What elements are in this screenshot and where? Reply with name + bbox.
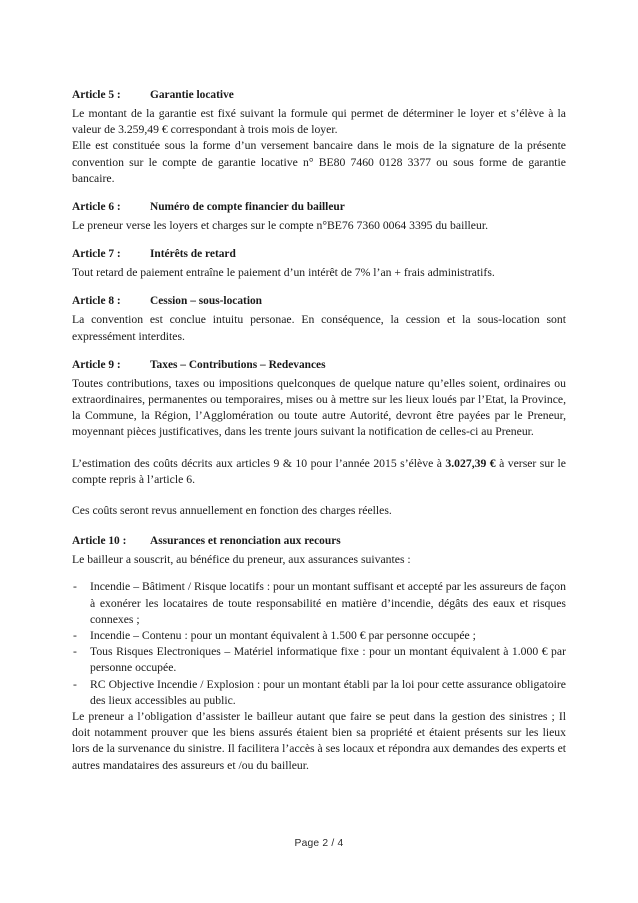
estimation-paragraph <box>72 456 566 488</box>
closing-paragraph-block <box>72 709 566 774</box>
heading-article-6 <box>72 200 566 215</box>
article-title: Taxes – Contributions – Redevances <box>150 358 326 371</box>
dash-marker: - <box>73 677 77 691</box>
heading-article-9 <box>72 358 566 373</box>
heading-article-5 <box>72 88 566 103</box>
list-item <box>72 644 566 676</box>
list-item-text: Tous Risques Electroniques – Matériel informatique fixe : pour un montant équivalent à 1.000 € par personne occupée. <box>90 645 566 675</box>
article-title: Numéro de compte financier du bailleur <box>150 201 345 214</box>
paragraph: Le bailleur a souscrit, au bénéfice du preneur, aux assurances suivantes : <box>72 553 411 567</box>
estimation-prefix: L’estimation des coûts décrits aux articles 9 & 10 pour l’année 2015 s’élève à <box>72 456 446 470</box>
list-item-text: RC Objective Incendie / Explosion : pour un montant établi par la loi pour cette assurance obligatoire des lieux accessibles au public. <box>90 677 566 707</box>
article-title: Cession – sous-location <box>150 295 263 308</box>
list-item-text: Incendie – Bâtiment / Risque locatifs : pour un montant suffisant et accepté par les assureurs de façon à exonérer les locataires de toute responsabilité en matière d’incendie, dégâts des eaux et risques connexes ; <box>90 580 566 626</box>
paragraph: La convention est conclue intuitu personae. En conséquence, la cession et la sous-location sont expressément interdites. <box>72 313 566 343</box>
paragraph: Elle est constituée sous la forme d’un versement bancaire dans le mois de la signature de la présente convention sur le compte de garantie locative n° BE80 7460 0128 3377 ou sous forme de garantie bancaire. <box>72 139 566 185</box>
list-item <box>72 628 566 644</box>
insurance-list <box>72 579 566 709</box>
dash-marker: - <box>73 645 77 659</box>
list-item <box>72 579 566 628</box>
article-number: Article 7 : <box>72 248 121 261</box>
article-title: Garantie locative <box>150 89 234 101</box>
section-article-8 <box>72 294 566 344</box>
estimation-suffix: à verser sur le compte repris à l’article 6. <box>72 456 566 486</box>
article-number: Article 8 : <box>72 295 121 308</box>
paragraph: Toutes contributions, taxes ou impositions quelconques de quelque nature qu’elles soient, ordinaires ou extraordinaires, permanentes ou temporaires, mises ou à mettre sur les lieux loués par l’Etat, la Province, la Commune, la Région, l’Agglomération ou toute autre Autorité, devront être payées par le Preneur, moyennant pièces justificatives, dans les trente jours suivant la notification de celles-ci au Preneur. <box>72 376 566 439</box>
paragraph: Le montant de la garantie est fixé suivant la formule qui permet de déterminer le loyer et s’élève à la valeur de 3.259,49 € correspondant à trois mois de loyer. <box>72 107 566 137</box>
list-item-text: Incendie – Contenu : pour un montant équivalent à 1.500 € par personne occupée ; <box>90 629 476 643</box>
paragraph: Le preneur a l’obligation d’assister le bailleur autant que faire se peut dans la gestion des sinistres ; Il doit notamment prouver que les biens assurés étaient bien sa propriété et étaient présents sur les lieux lors de la survenance du sinistre. Il facilitera l’accès à ses locaux et répondra aux demandes des experts et autres mandataires des assureurs et /ou du bailleur. <box>72 710 566 772</box>
estimation-amount: 3.027,39 € <box>445 456 496 470</box>
list-item <box>72 677 566 709</box>
section-article-9 <box>72 358 566 441</box>
dash-marker: - <box>73 629 77 643</box>
page-footer <box>0 838 638 849</box>
article-title: Assurances et renonciation aux recours <box>150 535 341 548</box>
article-number: Article 6 : <box>72 201 121 214</box>
article-title: Intérêts de retard <box>150 248 236 261</box>
page-content <box>72 88 566 774</box>
article-number: Article 9 : <box>72 358 121 371</box>
heading-article-10 <box>72 534 566 549</box>
dash-marker: - <box>73 580 77 594</box>
page-number-label: Page 2 / 4 <box>294 838 344 849</box>
heading-article-7 <box>72 247 566 262</box>
section-article-10 <box>72 534 566 568</box>
section-article-6 <box>72 200 566 234</box>
section-article-7 <box>72 247 566 281</box>
paragraph: Tout retard de paiement entraîne le paiement d’un intérêt de 7% l’an + frais administratifs. <box>72 266 495 280</box>
article-number: Article 5 : <box>72 89 121 101</box>
section-article-5 <box>72 88 566 187</box>
revision-paragraph-block <box>72 503 566 519</box>
paragraph: Ces coûts seront revus annuellement en fonction des charges réelles. <box>72 504 392 518</box>
heading-article-8 <box>72 294 566 309</box>
paragraph: Le preneur verse les loyers et charges sur le compte n°BE76 7360 0064 3395 du bailleur. <box>72 219 489 233</box>
estimation-paragraph-block <box>72 456 566 488</box>
article-number: Article 10 : <box>72 535 127 548</box>
